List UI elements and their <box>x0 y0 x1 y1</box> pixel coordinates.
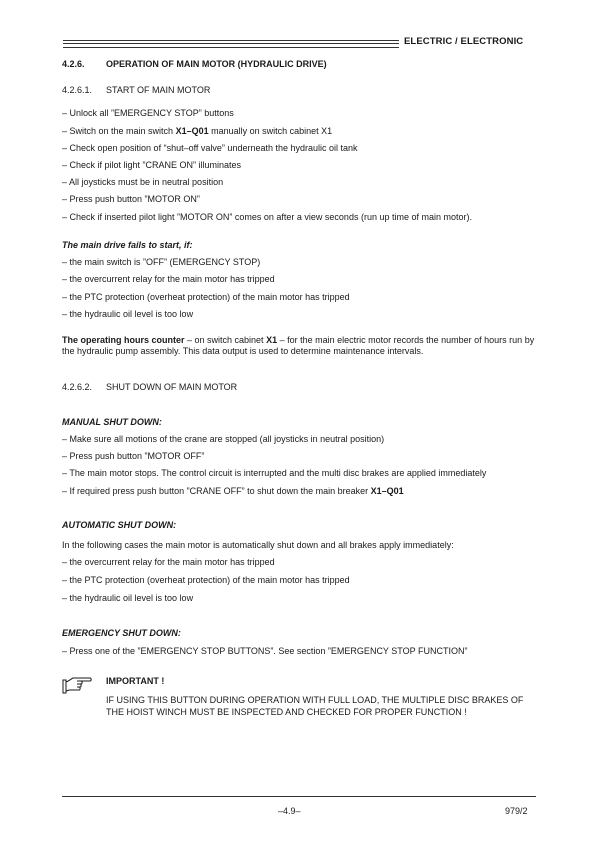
document-code: 979/2 <box>505 806 528 816</box>
start-item-4: – Press push button ”MOTOR ON” <box>62 194 200 204</box>
automatic-intro: In the following cases the main motor is automatically shut down and all brakes apply immediately: <box>62 540 454 550</box>
section-heading <box>62 59 536 70</box>
manual-item-0: – Make sure all motions of the crane are stopped (all joysticks in neutral position) <box>62 434 385 444</box>
breaker-code: X1–Q01 <box>370 486 404 496</box>
switch-code: X1–Q01 <box>175 126 209 136</box>
start-item-0: – Unlock all ”EMERGENCY STOP” buttons <box>62 108 234 118</box>
start-number: 4.2.6.1. <box>62 85 93 95</box>
fails-item-3: – the hydraulic oil level is too low <box>62 309 194 319</box>
start-item-5: – Check if inserted pilot light ”MOTOR ON” comes on after a view seconds (run up time of main motor). <box>62 212 472 222</box>
automatic-heading: AUTOMATIC SHUT DOWN: <box>62 520 177 530</box>
start-item-1: – Check open position of “shut–off valve” underneath the hydraulic oil tank <box>62 143 358 153</box>
shutdown-title: SHUT DOWN OF MAIN MOTOR <box>106 382 238 392</box>
fails-item-2: – the PTC protection (overheat protection) of the main motor has tripped <box>62 292 350 302</box>
shutdown-number: 4.2.6.2. <box>62 382 93 392</box>
manual-item-3: – If required press push button ”CRANE OFF” to shut down the main breaker X1–Q01 <box>62 486 404 496</box>
automatic-item-2: – the hydraulic oil level is too low <box>62 593 194 603</box>
fails-heading: The main drive fails to start, if: <box>62 240 193 250</box>
counter-lead: The operating hours counter <box>62 335 185 345</box>
section-title: OPERATION OF MAIN MOTOR (HYDRAULIC DRIVE) <box>106 59 327 69</box>
footer-rule <box>62 796 536 797</box>
header-title: ELECTRIC / ELECTRONIC <box>404 36 524 47</box>
start-item-switch: – Switch on the main switch X1–Q01 manually on switch cabinet X1 <box>62 126 333 136</box>
manual-item-1: – Press push button ”MOTOR OFF” <box>62 451 205 461</box>
start-title: START OF MAIN MOTOR <box>106 85 211 95</box>
start-item-2: – Check if pilot light ”CRANE ON” illuminates <box>62 160 242 170</box>
automatic-item-0: – the overcurrent relay for the main motor has tripped <box>62 557 275 567</box>
section-number: 4.2.6. <box>62 59 85 69</box>
manual-item-2: – The main motor stops. The control circuit is interrupted and the multi disc brakes are applied immediately <box>62 468 487 478</box>
start-heading <box>62 85 536 96</box>
counter-paragraph: The operating hours counter – on switch cabinet X1 – for the main electric motor records the number of hours run by the hydraulic pump assembly. This data output is used to determine maintenance intervals. <box>62 335 535 356</box>
automatic-item-1: – the PTC protection (overheat protection) of the main motor has tripped <box>62 575 350 585</box>
emergency-heading: EMERGENCY SHUT DOWN: <box>62 628 181 638</box>
start-item-3: – All joysticks must be in neutral position <box>62 177 224 187</box>
important-text: IF USING THIS BUTTON DURING OPERATION WITH FULL LOAD, THE MULTIPLE DISC BRAKES OF THE HOIST WINCH MUST BE INSPECTED AND CHECKED FOR PROPER FUNCTION ! <box>106 695 524 717</box>
shutdown-heading <box>62 382 536 393</box>
important-title: IMPORTANT ! <box>106 676 165 686</box>
fails-item-1: – the overcurrent relay for the main motor has tripped <box>62 274 275 284</box>
emergency-item: – Press one of the ”EMERGENCY STOP BUTTONS”. See section ”EMERGENCY STOP FUNCTION” <box>62 646 468 656</box>
fails-item-0: – the main switch is ”OFF” (EMERGENCY STOP) <box>62 257 261 267</box>
page-number: –4.9– <box>278 806 301 816</box>
manual-heading: MANUAL SHUT DOWN: <box>62 417 162 427</box>
pointing-hand-icon <box>62 676 92 696</box>
header-rule <box>63 40 399 48</box>
